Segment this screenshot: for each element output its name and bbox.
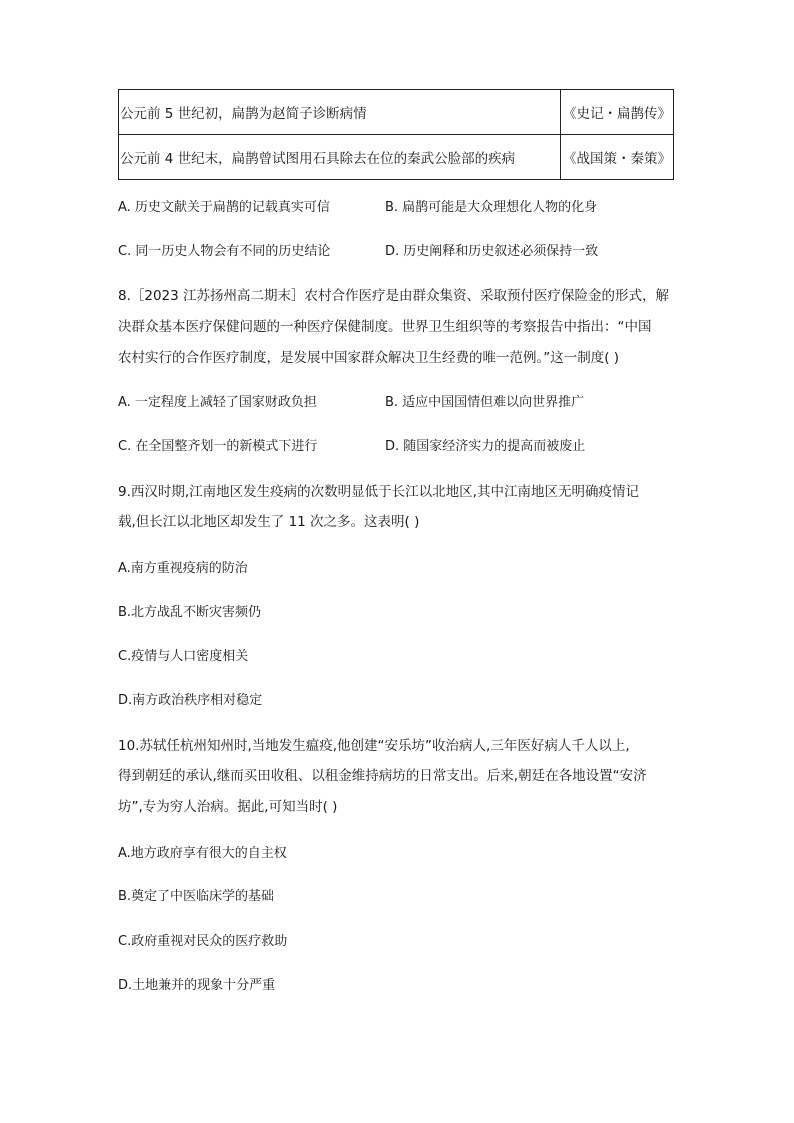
table-row — [119, 90, 674, 135]
q10-option-b: B.奠定了中医临床学的基础 — [118, 889, 275, 904]
q9-option-d: D.南方政治秩序相对稳定 — [118, 693, 263, 708]
q8-stem-line-1: 8.［2023 江苏扬州高二期末］农村合作医疗是由群众集资、采取预付医疗保险金的形式，解 — [118, 288, 670, 304]
q10-stem-line-2: 得到朝廷的承认,继而买田收租、以租金维持病坊的日常支出。后来,朝廷在各地设置“安济 — [118, 768, 647, 784]
q9-stem-line-2: 载,但长江以北地区却发生了 11 次之多。这表明( ) — [118, 514, 420, 530]
q10-option-d: D.土地兼并的现象十分严重 — [118, 978, 276, 993]
table-cell-source: 《战国策・秦策》 — [561, 135, 674, 180]
q9-option-c: C.疫情与人口密度相关 — [118, 649, 249, 664]
q10-option-a: A.地方政府享有很大的自主权 — [118, 846, 287, 861]
q8-stem-line-3: 农村实行的合作医疗制度，是发展中国家群众解决卫生经费的唯一范例。”这一制度( ) — [118, 350, 620, 366]
q7-option-b: B. 扁鹊可能是大众理想化人物的化身 — [385, 200, 598, 215]
source-table — [118, 89, 674, 180]
q8-option-b: B. 适应中国国情但难以向世界推广 — [385, 395, 585, 410]
q8-option-a: A. 一定程度上减轻了国家财政负担 — [118, 395, 317, 410]
q10-stem-line-3: 坊”,专为穷人治病。据此,可知当时( ) — [118, 799, 338, 815]
q9-stem-line-1: 9.西汉时期,江南地区发生疫病的次数明显低于长江以北地区,其中江南地区无明确疫情记 — [118, 484, 639, 500]
q9-option-b: B.北方战乱不断灾害频仍 — [118, 605, 262, 620]
q10-option-c: C.政府重视对民众的医疗救助 — [118, 934, 288, 949]
q7-option-c: C. 同一历史人物会有不同的历史结论 — [118, 244, 331, 259]
table-cell-event: 公元前 5 世纪初，扁鹊为赵简子诊断病情 — [119, 90, 561, 135]
q7-option-a: A. 历史文献关于扁鹊的记载真实可信 — [118, 200, 330, 215]
q10-stem-line-1: 10.苏轼任杭州知州时,当地发生瘟疫,他创建“安乐坊”收治病人,三年医好病人千人以上, — [118, 738, 630, 754]
table-row — [119, 135, 674, 180]
table-cell-event: 公元前 4 世纪末，扁鹊曾试图用石具除去在位的秦武公脸部的疾病 — [119, 135, 561, 180]
q8-stem-line-2: 决群众基本医疗保健问题的一种医疗保健制度。世界卫生组织等的考察报告中指出：“中国 — [118, 319, 652, 335]
q7-option-d: D. 历史阐释和历史叙述必须保持一致 — [385, 244, 599, 259]
q8-option-c: C. 在全国整齐划一的新模式下进行 — [118, 439, 318, 454]
q9-option-a: A.南方重视疫病的防治 — [118, 561, 248, 576]
q8-option-d: D. 随国家经济实力的提高而被废止 — [385, 439, 586, 454]
table-cell-source: 《史记・扁鹊传》 — [561, 90, 674, 135]
